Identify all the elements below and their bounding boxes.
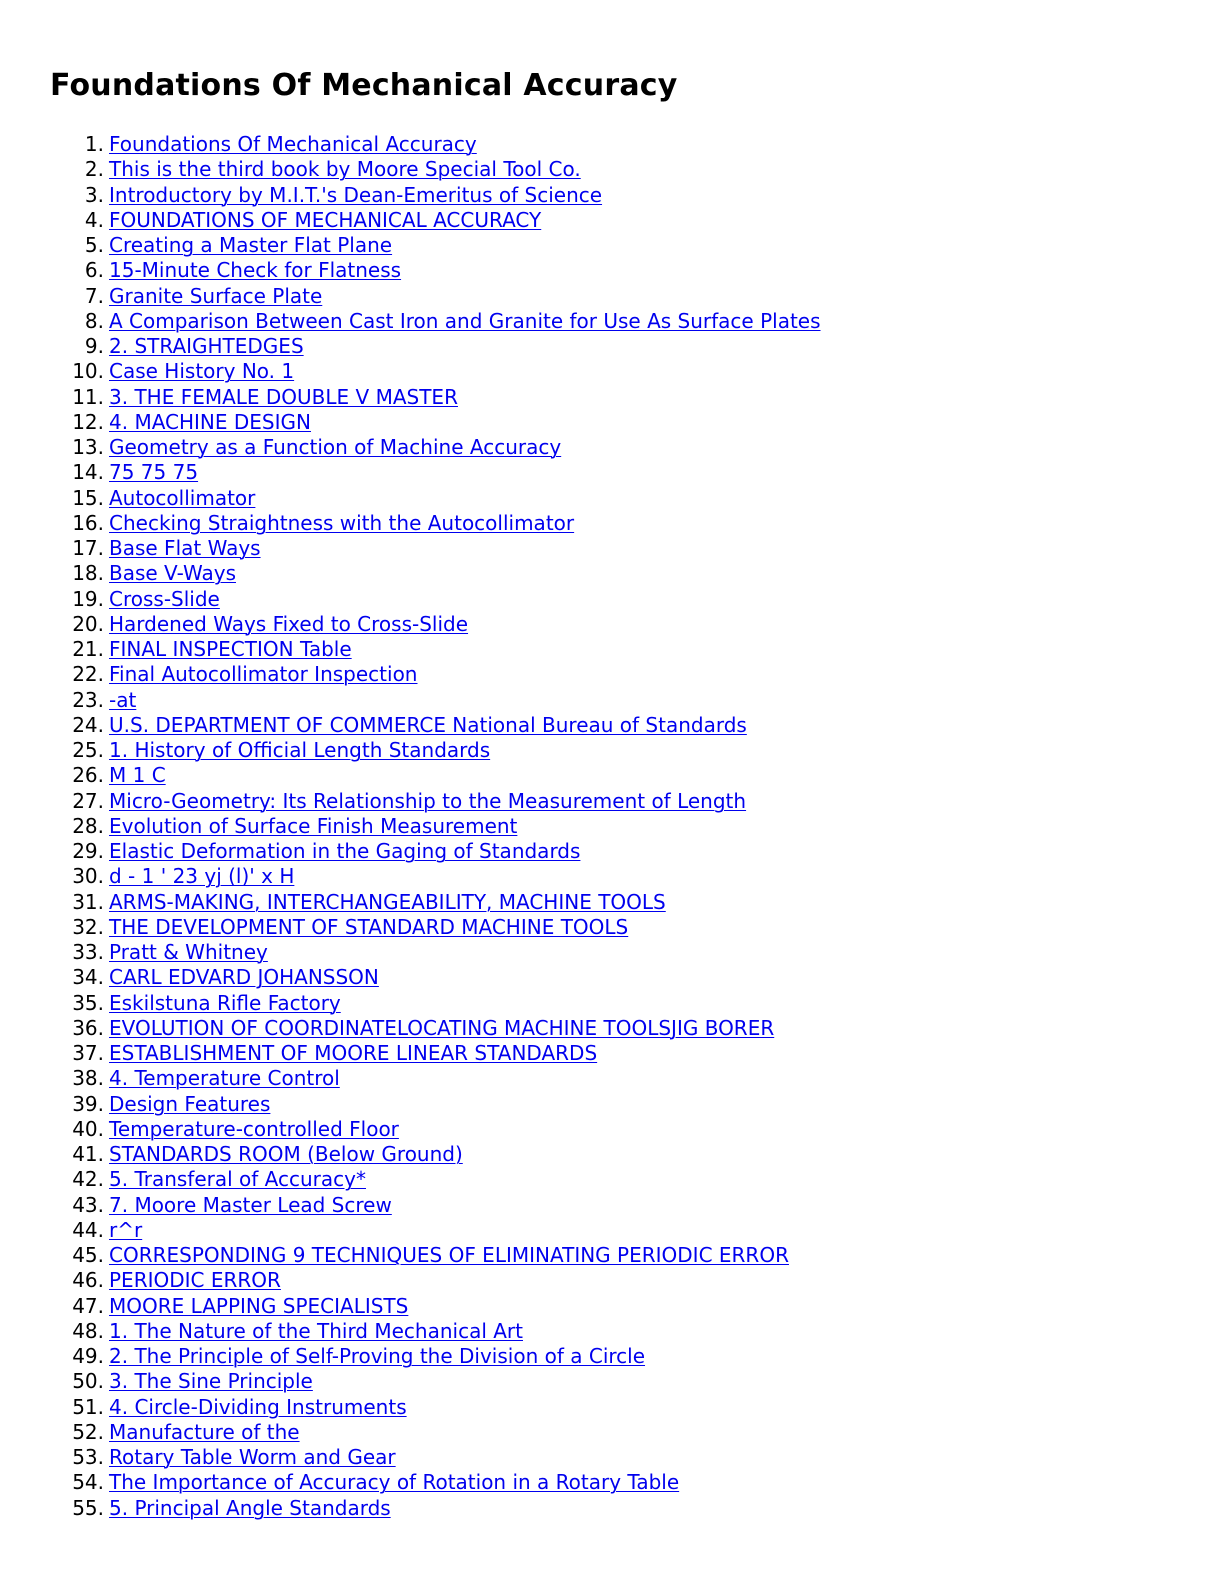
toc-entry <box>0 637 821 662</box>
toc-entry-number: 1. <box>84 132 104 156</box>
toc-entry <box>0 587 821 612</box>
toc-entry-number: 8. <box>84 308 104 333</box>
toc-entry <box>0 1496 821 1521</box>
toc-entry-link[interactable]: Granite Surface Plate <box>109 283 323 308</box>
toc-entry-link[interactable]: Geometry as a Function of Machine Accuracy <box>109 435 562 459</box>
toc-entry <box>0 1243 821 1268</box>
toc-entry <box>0 1092 821 1117</box>
toc-entry-number: 44. <box>72 1217 104 1242</box>
toc-entry-link[interactable]: Introductory by M.I.T.'s Dean-Emeritus of Science <box>109 182 603 207</box>
toc-entry-link[interactable]: 15-Minute Check for Flatness <box>109 258 402 283</box>
toc-entry <box>0 864 821 889</box>
toc-entry-link[interactable]: CARL EDVARD JOHANSSON <box>109 965 379 990</box>
toc-entry-link[interactable]: 4. Circle-Dividing Instruments <box>109 1394 407 1419</box>
toc-entry-link[interactable]: Design Features <box>109 1091 271 1116</box>
toc-entry <box>0 890 821 915</box>
toc-entry-link[interactable]: Rotary Table Worm and Gear <box>109 1445 396 1469</box>
toc-entry-number: 11. <box>72 384 104 409</box>
toc-entry-link[interactable]: 1. The Nature of the Third Mechanical Art <box>109 1318 523 1343</box>
toc-entry <box>0 1268 821 1293</box>
toc-entry-number: 53. <box>72 1445 104 1469</box>
toc-entry-number: 15. <box>72 485 104 510</box>
toc-entry <box>0 713 821 738</box>
toc-entry <box>0 233 821 258</box>
toc-entry-link[interactable]: Final Autocollimator Inspection <box>109 662 418 687</box>
toc-entry-link[interactable]: 4. MACHINE DESIGN <box>109 409 311 434</box>
toc-entry-link[interactable]: Pratt & Whitney <box>109 940 268 964</box>
toc-entry <box>0 915 821 940</box>
toc-entry-number: 18. <box>72 561 104 586</box>
toc-entry-link[interactable]: Autocollimator <box>109 485 256 510</box>
toc-entry <box>0 208 821 233</box>
toc-entry <box>0 814 821 839</box>
toc-entry-link[interactable]: 1. History of Official Length Standards <box>109 738 491 762</box>
page-title: Foundations Of Mechanical Accuracy <box>50 68 678 103</box>
toc-entry <box>0 738 821 763</box>
toc-entry-number: 48. <box>72 1318 104 1343</box>
toc-entry-link[interactable]: Manufacture of the <box>109 1419 300 1444</box>
toc-entry-link[interactable]: Temperature-controlled Floor <box>109 1116 399 1141</box>
toc-entry-number: 4. <box>84 207 104 232</box>
toc-entry <box>0 1117 821 1142</box>
toc-entry-number: 31. <box>72 889 104 914</box>
toc-entry-link[interactable]: Base Flat Ways <box>109 536 261 560</box>
toc-entry <box>0 1344 821 1369</box>
toc-entry-link[interactable]: Eskilstuna Rifle Factory <box>109 990 341 1015</box>
toc-entry <box>0 385 821 410</box>
toc-entry <box>0 536 821 561</box>
toc-entry-link[interactable]: 2. The Principle of Self-Proving the Division of a Circle <box>109 1344 646 1368</box>
toc-entry <box>0 561 821 586</box>
toc-entry-number: 38. <box>72 1066 104 1091</box>
toc-entry-number: 39. <box>72 1091 104 1116</box>
toc-entry <box>0 1193 821 1218</box>
toc-entry-link[interactable]: Creating a Master Flat Plane <box>109 233 393 257</box>
toc-entry-number: 46. <box>72 1268 104 1293</box>
toc-entry-link[interactable]: ESTABLISHMENT OF MOORE LINEAR STANDARDS <box>109 1041 598 1065</box>
toc-entry-number: 23. <box>72 687 104 712</box>
toc-entry-link[interactable]: Hardened Ways Fixed to Cross-Slide <box>109 611 469 636</box>
toc-entry-number: 13. <box>72 435 104 459</box>
toc-entry-link[interactable]: ARMS-MAKING, INTERCHANGEABILITY, MACHINE TOOLS <box>109 889 666 914</box>
toc-entry-link[interactable]: -at <box>109 687 137 712</box>
toc-entry-number: 21. <box>72 637 104 661</box>
toc-entry-link[interactable]: Case History No. 1 <box>109 359 295 384</box>
toc-entry-link[interactable]: 2. STRAIGHTEDGES <box>109 334 304 358</box>
toc-entry <box>0 763 821 788</box>
toc-entry-number: 28. <box>72 813 104 838</box>
toc-entry-link[interactable]: The Importance of Accuracy of Rotation in a Rotary Table <box>109 1470 680 1495</box>
toc-entry <box>0 1041 821 1066</box>
toc-entry <box>0 1218 821 1243</box>
toc-entry-number: 45. <box>72 1243 104 1267</box>
toc-entry <box>0 789 821 814</box>
toc-entry <box>0 284 821 309</box>
toc-entry-link[interactable]: 7. Moore Master Lead Screw <box>109 1192 392 1217</box>
toc-entry-link[interactable]: FINAL INSPECTION Table <box>109 637 352 661</box>
toc-entry-number: 27. <box>72 788 104 813</box>
toc-entry-link[interactable]: Micro-Geometry: Its Relationship to the Measurement of Length <box>109 788 747 813</box>
toc-entry-number: 51. <box>72 1394 104 1419</box>
toc-entry-number: 52. <box>72 1419 104 1444</box>
toc-entry <box>0 460 821 485</box>
toc-entry-link[interactable]: STANDARDS ROOM (Below Ground) <box>109 1142 463 1166</box>
toc-entry-number: 30. <box>72 864 104 889</box>
toc-entry-number: 19. <box>72 586 104 611</box>
toc-entry-link[interactable]: Elastic Deformation in the Gaging of Standards <box>109 839 581 863</box>
toc-entry-number: 55. <box>72 1495 104 1520</box>
toc-entry-number: 7. <box>84 283 104 308</box>
toc-entry <box>0 1420 821 1445</box>
toc-entry <box>0 688 821 713</box>
toc-entry-number: 10. <box>72 359 104 384</box>
toc-entry <box>0 359 821 384</box>
toc-entry-link[interactable]: Cross-Slide <box>109 586 220 611</box>
toc-entry-link[interactable]: Checking Straightness with the Autocollimator <box>109 510 575 535</box>
toc-entry <box>0 1167 821 1192</box>
toc-entry-number: 2. <box>84 157 104 182</box>
toc-entry-link[interactable]: 5. Principal Angle Standards <box>109 1495 391 1520</box>
toc-entry-link[interactable]: r^r <box>109 1217 143 1242</box>
toc-entry <box>0 1319 821 1344</box>
toc-entry <box>0 309 821 334</box>
toc-entry <box>0 612 821 637</box>
toc-entry-link[interactable]: Evolution of Surface Finish Measurement <box>109 813 518 838</box>
toc-entry-number: 9. <box>84 334 104 358</box>
toc-entry <box>0 1142 821 1167</box>
toc-entry-link[interactable]: FOUNDATIONS OF MECHANICAL ACCURACY <box>109 207 542 232</box>
toc-entry-link[interactable]: THE DEVELOPMENT OF STANDARD MACHINE TOOLS <box>109 914 629 939</box>
toc-entry <box>0 1016 821 1041</box>
toc-entry-link[interactable]: MOORE LAPPING SPECIALISTS <box>109 1293 409 1318</box>
toc-entry-link[interactable]: CORRESPONDING 9 TECHNIQUES OF ELIMINATING PERIODIC ERROR <box>109 1243 789 1267</box>
toc-entry <box>0 132 821 157</box>
toc-entry-link[interactable]: EVOLUTION OF COORDINATELOCATING MACHINE TOOLSJIG BORER <box>109 1015 775 1040</box>
toc-entry-number: 12. <box>72 409 104 434</box>
toc-entry-number: 24. <box>72 712 104 737</box>
toc-entry-number: 25. <box>72 738 104 762</box>
toc-entry-link[interactable]: 3. The Sine Principle <box>109 1369 313 1394</box>
toc-entry <box>0 940 821 965</box>
toc-entry <box>0 839 821 864</box>
toc-entry <box>0 410 821 435</box>
toc-entry-number: 3. <box>84 182 104 207</box>
toc-entry <box>0 1066 821 1091</box>
toc-entry <box>0 157 821 182</box>
toc-entry-number: 17. <box>72 536 104 560</box>
toc-entry-number: 16. <box>72 510 104 535</box>
toc-entry-number: 35. <box>72 990 104 1015</box>
toc-entry-number: 40. <box>72 1116 104 1141</box>
toc-entry-number: 54. <box>72 1470 104 1495</box>
toc-entry-number: 20. <box>72 611 104 636</box>
toc-entry-number: 26. <box>72 763 104 788</box>
toc-entry-number: 41. <box>72 1142 104 1166</box>
toc-entry-link[interactable]: 75 75 75 <box>109 460 199 485</box>
toc-entry-number: 22. <box>72 662 104 687</box>
toc-entry <box>0 1470 821 1495</box>
toc-entry-number: 43. <box>72 1192 104 1217</box>
toc-entry-number: 47. <box>72 1293 104 1318</box>
toc-entry-number: 42. <box>72 1167 104 1192</box>
toc-entry-number: 6. <box>84 258 104 283</box>
toc-entry-link[interactable]: A Comparison Between Cast Iron and Granite for Use As Surface Plates <box>109 308 821 333</box>
toc-entry-link[interactable]: 5. Transferal of Accuracy* <box>109 1167 366 1192</box>
toc-entry-number: 5. <box>84 233 104 257</box>
toc-entry-number: 50. <box>72 1369 104 1394</box>
toc-entry-link[interactable]: PERIODIC ERROR <box>109 1268 281 1293</box>
toc-entry <box>0 183 821 208</box>
toc-entry-number: 36. <box>72 1015 104 1040</box>
toc-entry-number: 49. <box>72 1344 104 1368</box>
toc-entry-link[interactable]: d - 1 ' 23 yj (l)' x H <box>109 864 295 889</box>
toc-entry-number: 37. <box>72 1041 104 1065</box>
toc-entry <box>0 435 821 460</box>
toc-entry <box>0 258 821 283</box>
toc-entry-link[interactable]: Foundations Of Mechanical Accuracy <box>109 132 477 156</box>
toc-entry <box>0 1445 821 1470</box>
toc-entry <box>0 1369 821 1394</box>
toc-entry <box>0 965 821 990</box>
toc-entry-number: 29. <box>72 839 104 863</box>
table-of-contents <box>0 132 821 1521</box>
toc-entry-link[interactable]: 4. Temperature Control <box>109 1066 340 1091</box>
toc-entry-number: 32. <box>72 914 104 939</box>
toc-entry-link[interactable]: Base V-Ways <box>109 561 236 586</box>
toc-entry <box>0 1294 821 1319</box>
toc-entry-number: 14. <box>72 460 104 485</box>
toc-entry-number: 34. <box>72 965 104 990</box>
toc-entry <box>0 1395 821 1420</box>
toc-entry-number: 33. <box>72 940 104 964</box>
toc-entry <box>0 486 821 511</box>
toc-entry-link[interactable]: 3. THE FEMALE DOUBLE V MASTER <box>109 384 458 409</box>
toc-entry-link[interactable]: U.S. DEPARTMENT OF COMMERCE National Bureau of Standards <box>109 712 747 737</box>
toc-entry <box>0 334 821 359</box>
toc-entry-link[interactable]: This is the third book by Moore Special Tool Co. <box>109 157 581 182</box>
toc-entry <box>0 662 821 687</box>
toc-entry <box>0 991 821 1016</box>
toc-entry-link[interactable]: M 1 C <box>109 763 166 788</box>
toc-entry <box>0 511 821 536</box>
